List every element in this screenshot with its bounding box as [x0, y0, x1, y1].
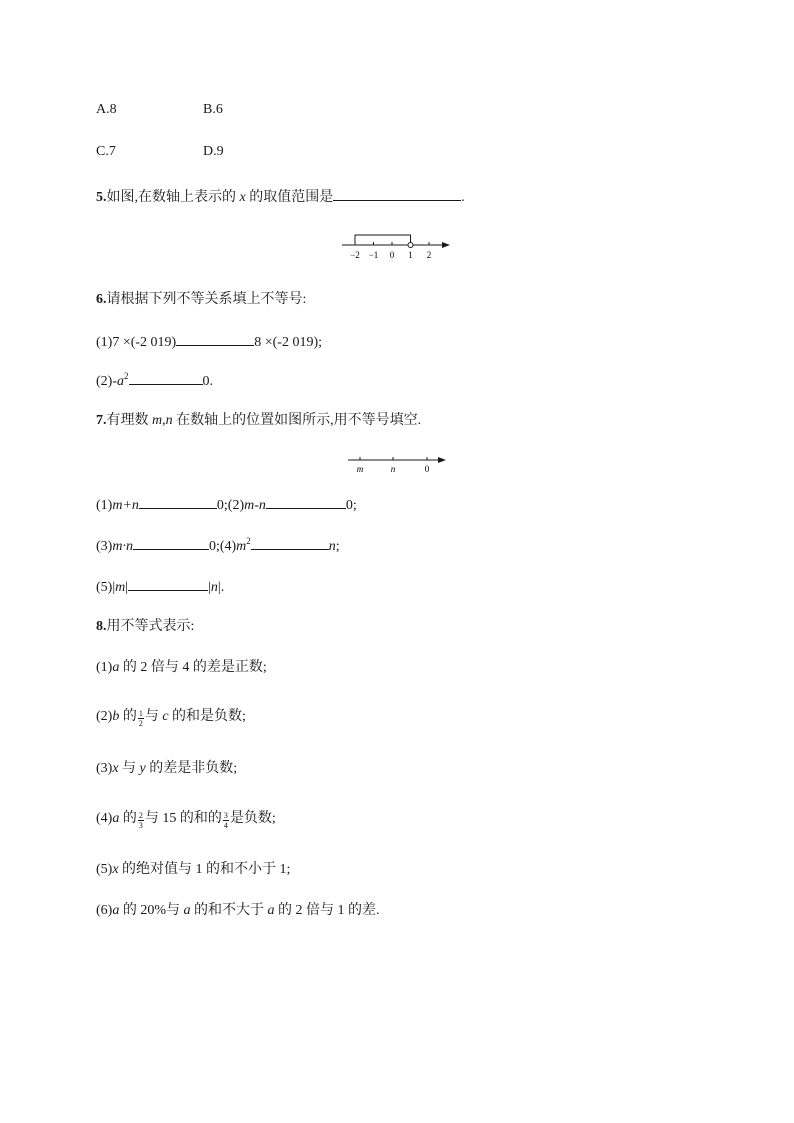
q8-p4-pre: 的	[119, 811, 137, 826]
q7-p1-mid: 0;(2)	[216, 498, 245, 513]
q4-option-c: C.7	[96, 144, 116, 159]
q8-part2	[96, 707, 246, 728]
q8-p6-mid: 的 20%与	[119, 903, 184, 918]
q6-p2-blank[interactable]	[129, 370, 203, 385]
q7-question	[96, 411, 421, 431]
q8-p6-var: a	[112, 903, 120, 918]
q8-p1-var: a	[112, 660, 120, 675]
q7-label-m: m	[356, 464, 364, 474]
q7-part5	[96, 576, 224, 598]
q7-p5-var2: n	[210, 580, 218, 595]
q8-p4-f1-num: 2	[138, 811, 143, 820]
q7-part1-2	[96, 494, 357, 516]
q4-option-a: A.8	[96, 102, 117, 117]
q7-p5-mid2: |	[208, 580, 211, 595]
q5-text-pre: 如图,在数轴上表示的	[106, 190, 240, 205]
q8-number: 8.	[96, 619, 107, 634]
q7-p2-end: 0;	[345, 498, 357, 513]
q5-answer-blank[interactable]	[333, 186, 461, 201]
q7-title-pre: 有理数	[106, 413, 152, 428]
q8-p2-var: b	[112, 709, 120, 724]
q5-axis-arrow	[442, 242, 450, 248]
q5-end: .	[461, 190, 465, 205]
q8-p4-fraction1	[138, 811, 144, 830]
q7-p5-mid: |	[125, 580, 129, 595]
q4-option-b: B.6	[203, 102, 223, 117]
q8-p2-fraction	[138, 709, 144, 728]
q8-p4-f1-den: 3	[138, 821, 143, 830]
q8-p5-label: (5)	[96, 862, 113, 877]
q8-p3-label: (3)	[96, 761, 113, 776]
q8-title: 用不等式表示:	[106, 619, 195, 634]
q8-part5	[96, 860, 290, 880]
q7-p1-expr: m+n	[112, 498, 139, 513]
q7-number-line	[346, 452, 456, 476]
q8-p6-mid2: 的和不大于	[190, 903, 268, 918]
q7-p4-end: ;	[335, 539, 340, 554]
q5-text-post: 的取值范围是	[245, 190, 334, 205]
q5-tick-label-4: 2	[426, 250, 432, 260]
q5-tick-label-3: 1	[408, 250, 413, 260]
q5-tick-label-2: 0	[389, 250, 395, 260]
q8-part1	[96, 658, 267, 678]
q7-p5-blank[interactable]	[128, 576, 208, 591]
q5-var: x	[239, 190, 246, 205]
q8-p2-post: 的和是负数;	[168, 709, 246, 724]
q7-p5-label: (5)|	[96, 580, 116, 595]
q7-p4-end-var: n	[328, 539, 336, 554]
q6-part2	[96, 370, 213, 392]
q8-p4-post: 是负数;	[229, 811, 276, 826]
q7-p3-mid: 0;(4)	[208, 539, 237, 554]
q7-p3-blank[interactable]	[133, 535, 209, 550]
q8-part3	[96, 759, 237, 779]
q8-part4	[96, 809, 276, 830]
q8-p3-post: 的差是非负数;	[145, 761, 238, 776]
q6-p1-blank[interactable]	[176, 331, 254, 346]
q8-p1-label: (1)	[96, 660, 113, 675]
q6-p1-left: (1)7 ×(-2 019)	[96, 335, 177, 350]
q5-open-endpoint	[408, 243, 413, 248]
q8-p4-f2-num: 3	[223, 811, 228, 820]
q8-part6	[96, 901, 380, 921]
q6-p2-left: (2)-	[96, 374, 117, 389]
q8-p4-mid: 与 15 的和的	[144, 811, 222, 826]
q8-p6-label: (6)	[96, 903, 113, 918]
q7-axis-arrow	[438, 457, 446, 463]
q8-p2-pre: 的	[119, 709, 137, 724]
q6-p2-exponent: 2	[124, 371, 129, 381]
q7-label-0: 0	[424, 464, 430, 474]
q7-p5-var1: m	[115, 580, 126, 595]
q8-p4-var: a	[112, 811, 120, 826]
q8-p4-label: (4)	[96, 811, 113, 826]
q7-label-n: n	[390, 464, 396, 474]
q7-p1-label: (1)	[96, 498, 113, 513]
q6-part1	[96, 331, 322, 353]
q6-p2-var: a	[117, 374, 124, 389]
q5-number-line	[340, 228, 460, 264]
q7-title-post: 在数轴上的位置如图所示,用不等号填空.	[172, 413, 422, 428]
q6-number: 6.	[96, 292, 107, 307]
q7-p4-blank[interactable]	[251, 535, 329, 550]
q5-tick-label-0: −2	[350, 250, 360, 260]
q8-p1-text: 的 2 倍与 4 的差是正数;	[119, 660, 267, 675]
q6-question	[96, 290, 306, 310]
q7-p5-end: |.	[217, 580, 225, 595]
q8-p2-mid: 与	[144, 709, 163, 724]
q5-range-bracket	[355, 235, 411, 245]
q8-p6-var3: a	[267, 903, 275, 918]
q7-number: 7.	[96, 413, 107, 428]
q8-p2-var2: c	[162, 709, 169, 724]
q4-option-d: D.9	[203, 144, 224, 159]
q5-question	[96, 186, 465, 208]
q8-p3-var2: y	[139, 761, 146, 776]
q7-p4-var: m	[236, 539, 247, 554]
q4-options-row1	[96, 100, 223, 120]
q7-p1-blank[interactable]	[139, 494, 217, 509]
q7-p2-blank[interactable]	[266, 494, 346, 509]
q8-p3-mid: 与	[118, 761, 140, 776]
q6-title: 请根据下列不等关系填上不等号:	[106, 292, 307, 307]
q4-options-row2	[96, 142, 224, 162]
q8-p2-frac-den: 2	[138, 719, 143, 728]
q7-vars: m,n	[152, 413, 173, 428]
q7-p4-exponent: 2	[246, 536, 251, 546]
q7-p3-expr: m·n	[112, 539, 133, 554]
q5-tick-label-1: −1	[368, 250, 379, 260]
q5-number: 5.	[96, 190, 107, 205]
q8-p3-var: x	[112, 761, 119, 776]
q8-question	[96, 617, 194, 637]
q7-part3-4	[96, 535, 340, 557]
q8-p2-label: (2)	[96, 709, 113, 724]
q8-p2-frac-num: 1	[138, 709, 143, 718]
q7-p2-expr: m-n	[244, 498, 266, 513]
q7-p3-label: (3)	[96, 539, 113, 554]
q8-p5-post: 的绝对值与 1 的和不小于 1;	[118, 862, 291, 877]
q8-p4-fraction2	[223, 811, 229, 830]
q6-p1-right: 8 ×(-2 019);	[254, 335, 322, 350]
q6-p2-right: 0.	[202, 374, 213, 389]
q8-p5-var: x	[112, 862, 119, 877]
q8-p4-f2-den: 4	[223, 821, 228, 830]
q8-p6-var2: a	[183, 903, 191, 918]
q8-p6-post: 的 2 倍与 1 的差.	[274, 903, 380, 918]
